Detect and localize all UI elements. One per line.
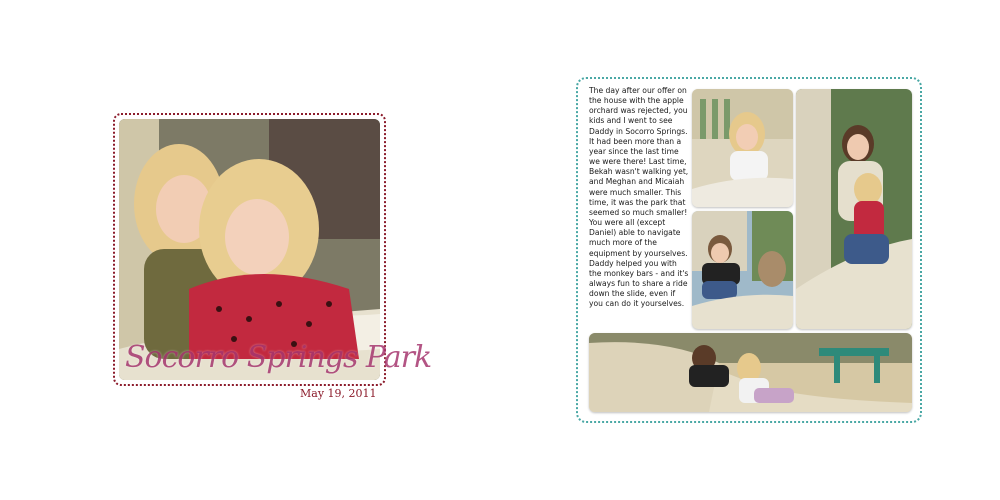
journal-text: The day after our offer on the house with the apple orchard was rejected, you kids and I went to see Daddy in Socorro Springs. It had been more than a year since the last time we were there! Last time, Bekah wasn't walking yet, and Meghan and Micaiah were much smaller. This time, it was the park that seemed so much smaller! You were all (except Daniel) able to navigate much more of the equipment by yourselves. Daddy helped you with the monkey bars - and it's always fun to share a ride down the slide, even if you can do it yourselves. [589,86,689,309]
kids-sliding-photo [589,333,912,412]
mom-and-girl-on-slide-photo [796,89,912,329]
boy-on-slide-photo [692,211,793,329]
girl-in-playhouse-photo [692,89,793,207]
page-title: Socorro Springs Park [125,340,432,375]
page-date: May 19, 2011 [300,387,377,400]
